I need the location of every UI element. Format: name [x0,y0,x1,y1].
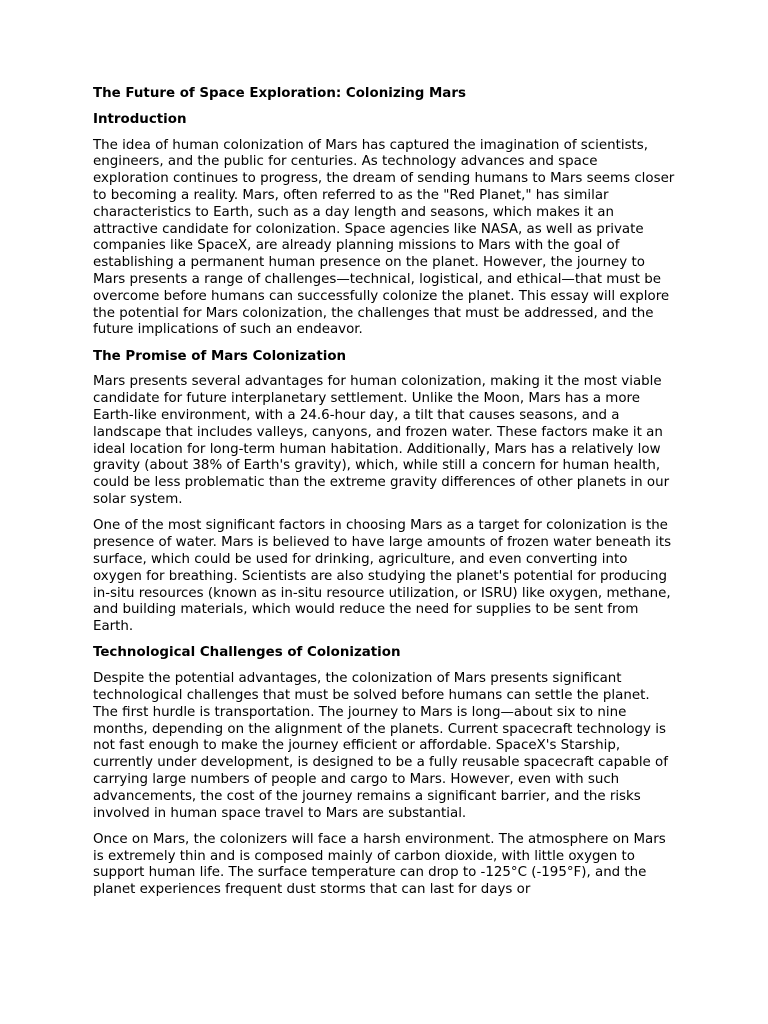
paragraph-challenges-1: Despite the potential advantages, the colonization of Mars presents significant technological challenges that must be solved before humans can settle the planet. The first hurdle is transportation. The journey to Mars is long—about six to nine months, depending on the alignment of the planets. Current spacecraft technology is not fast enough to make the journey efficient or affordable. SpaceX's Starship, currently under development, is designed to be a fully reusable spacecraft capable of carrying large numbers of people and cargo to Mars. However, even with such advancements, the cost of the journey remains a significant barrier, and the risks involved in human space travel to Mars are substantial. [93,671,668,821]
paragraph-challenges-2: Once on Mars, the colonizers will face a harsh environment. The atmosphere on Mars is extremely thin and is composed mainly of carbon dioxide, with little oxygen to support human life. The surface temperature can drop to -125°C (-195°F), and the planet experiences frequent dust storms that can last for days or [93,831,666,898]
document-title: The Future of Space Exploration: Colonizing Mars [93,86,466,101]
document-body [93,86,677,909]
paragraph-introduction: The idea of human colonization of Mars has captured the imagination of scientists, engineers, and the public for centuries. As technology advances and space exploration continues to progress, the dream of sending humans to Mars seems closer to becoming a reality. Mars, often referred to as the "Red Planet," has similar characteristics to Earth, such as a day length and seasons, which makes it an attractive candidate for colonization. Space agencies like NASA, as well as private companies like SpaceX, are already planning missions to Mars with the goal of establishing a permanent human presence on the planet. However, the journey to Mars presents a range of challenges—technical, logistical, and ethical—that must be overcome before humans can successfully colonize the planet. This essay will explore the potential for Mars colonization, the challenges that must be addressed, and the future implications of such an endeavor. [93,137,675,338]
section-heading-promise: The Promise of Mars Colonization [93,348,347,364]
paragraph-promise-2: One of the most significant factors in choosing Mars as a target for colonization is the presence of water. Mars is believed to have large amounts of frozen water beneath its surface, which could be used for drinking, agriculture, and even converting into oxygen for breathing. Scientists are also studying the planet's potential for producing in-situ resources (known as in-situ resource utilization, or ISRU) like oxygen, methane, and building materials, which would reduce the need for supplies to be sent from Earth. [93,518,672,635]
section-heading-challenges: Technological Challenges of Colonization [93,645,401,661]
section-heading-introduction: Introduction [93,111,187,127]
paragraph-promise-1: Mars presents several advantages for human colonization, making it the most viable candidate for future interplanetary settlement. Unlike the Moon, Mars has a more Earth-like environment, with a 24.6-hour day, a tilt that causes seasons, and a landscape that includes valleys, canyons, and frozen water. These factors make it an ideal location for long-term human habitation. Additionally, Mars has a relatively low gravity (about 38% of Earth's gravity), which, while still a concern for human health, could be less problematic than the extreme gravity differences of other planets in our solar system. [93,374,670,508]
